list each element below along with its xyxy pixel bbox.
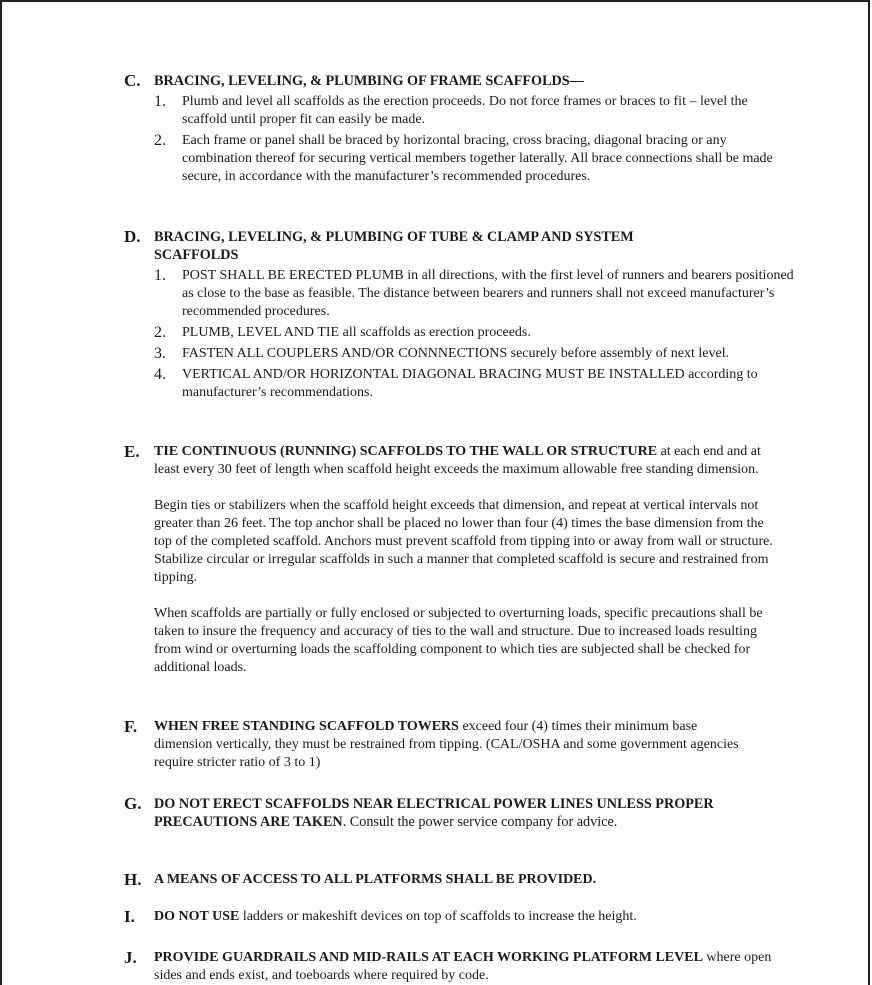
item-list bbox=[154, 267, 794, 402]
item-lead: PLUMB, LEVEL AND TIE bbox=[182, 325, 340, 340]
paragraph: When scaffolds are partially or fully enclosed or subjected to overturning loads, specific precautions shall be taken to insure the frequency and accuracy of ties to the wall and structure. Due to increased loads resulting from wind or overturning loads the scaffolding component to which ties are subjected shall be checked for additional loads. bbox=[154, 606, 763, 675]
section-letter: I. bbox=[124, 907, 135, 926]
section-body-items bbox=[154, 264, 794, 402]
list-item bbox=[154, 345, 794, 363]
list-item bbox=[154, 132, 794, 186]
section-body bbox=[154, 871, 794, 889]
item-text: according to manufacturer’s recommendations. bbox=[182, 367, 758, 400]
section-text: ladders or makeshift devices on top of scaffolds to increase the height. bbox=[239, 909, 637, 924]
list-item bbox=[154, 324, 794, 342]
section-body bbox=[154, 443, 779, 677]
section-body bbox=[154, 795, 774, 831]
list-item bbox=[154, 267, 794, 321]
item-number: 4. bbox=[154, 366, 166, 383]
item-list bbox=[154, 93, 794, 186]
list-item bbox=[154, 93, 794, 129]
section-lead: DO NOT USE bbox=[154, 909, 240, 924]
section-lead: TIE CONTINUOUS (RUNNING) SCAFFOLDS TO THE WALL OR STRUCTURE bbox=[154, 444, 658, 459]
section-text: exceed four (4) times their minimum base dimension vertically, they must be restrained from tipping. (CAL/OSHA and some government agencies require stricter ratio of 3 to 1) bbox=[154, 719, 739, 770]
item-lead: VERTICAL AND/OR HORIZONTAL DIAGONAL BRACING MUST BE INSTALLED bbox=[182, 367, 685, 382]
section-letter: E. bbox=[124, 442, 140, 461]
item-number: 1. bbox=[154, 93, 166, 110]
section-text: where open sides and ends exist, and toeboards where required by code. bbox=[154, 950, 772, 983]
section-body bbox=[154, 718, 754, 772]
section-heading: BRACING, LEVELING, & PLUMBING OF FRAME SCAFFOLDS— bbox=[154, 73, 584, 89]
item-number: 2. bbox=[154, 324, 166, 341]
item-number: 2. bbox=[154, 132, 166, 149]
section-letter: D. bbox=[124, 227, 141, 246]
section-lead: PROVIDE GUARDRAILS AND MID-RAILS AT EACH WORKING PLATFORM LEVEL bbox=[154, 950, 703, 965]
section-text: at each end and at least every 30 feet of length when scaffold height exceeds the maximum allowable free standing dimension. bbox=[154, 444, 761, 477]
item-text: securely before assembly of next level. bbox=[507, 346, 730, 361]
item-number: 1. bbox=[154, 267, 166, 284]
item-number: 3. bbox=[154, 345, 166, 362]
section-letter: C. bbox=[124, 71, 141, 90]
section-body bbox=[154, 908, 794, 926]
section-lead: A MEANS OF ACCESS TO ALL PLATFORMS SHALL BE PROVIDED. bbox=[154, 872, 597, 887]
section-lead: DO NOT ERECT SCAFFOLDS NEAR ELECTRICAL POWER LINES UNLESS PROPER PRECAUTIONS ARE TAKEN bbox=[154, 796, 714, 830]
paragraph: Begin ties or stabilizers when the scaffold height exceeds that dimension, and repeat at vertical intervals not greater than 26 feet. The top anchor shall be placed no lower than four (4) times the base dimension from the top of the completed scaffold. Anchors must prevent scaffold from tipping into or away from wall or structure. Stabilize circular or irregular scaffolds in such a manner that completed scaffold is secure and restrained from tipping. bbox=[154, 498, 773, 585]
section-heading: BRACING, LEVELING, & PLUMBING OF TUBE & CLAMP AND SYSTEM SCAFFOLDS bbox=[154, 229, 634, 263]
section-text: . Consult the power service company for advice. bbox=[342, 814, 618, 830]
section-lead: WHEN FREE STANDING SCAFFOLD TOWERS bbox=[154, 719, 459, 734]
section-letter: H. bbox=[124, 870, 142, 889]
section-body bbox=[154, 228, 714, 264]
section-letter: G. bbox=[124, 794, 142, 813]
item-text: Plumb and level all scaffolds as the erection proceeds. Do not force frames or braces to fit – level the scaffold until proper fit can easily be made. bbox=[182, 94, 748, 127]
item-lead: POST SHALL BE ERECTED PLUMB bbox=[182, 268, 404, 283]
item-text: Each frame or panel shall be braced by horizontal bracing, cross bracing, diagonal bracing or any combination thereof for securing vertical members together laterally. All brace connections shall be made secure, in accordance with the manufacturer’s recommended procedures. bbox=[182, 133, 773, 184]
item-lead: FASTEN ALL COUPLERS AND/OR CONNNECTIONS bbox=[182, 346, 508, 361]
item-text: all scaffolds as erection proceeds. bbox=[339, 325, 531, 340]
section-body bbox=[154, 72, 794, 186]
section-letter: F. bbox=[124, 717, 138, 736]
list-item bbox=[154, 366, 794, 402]
item-text: in all directions, with the first level of runners and bearers positioned as close to the base as feasible. The distance between bearers and runners shall not exceed manufacturer’s recommended procedures. bbox=[182, 268, 794, 319]
section-letter: J. bbox=[124, 948, 137, 967]
